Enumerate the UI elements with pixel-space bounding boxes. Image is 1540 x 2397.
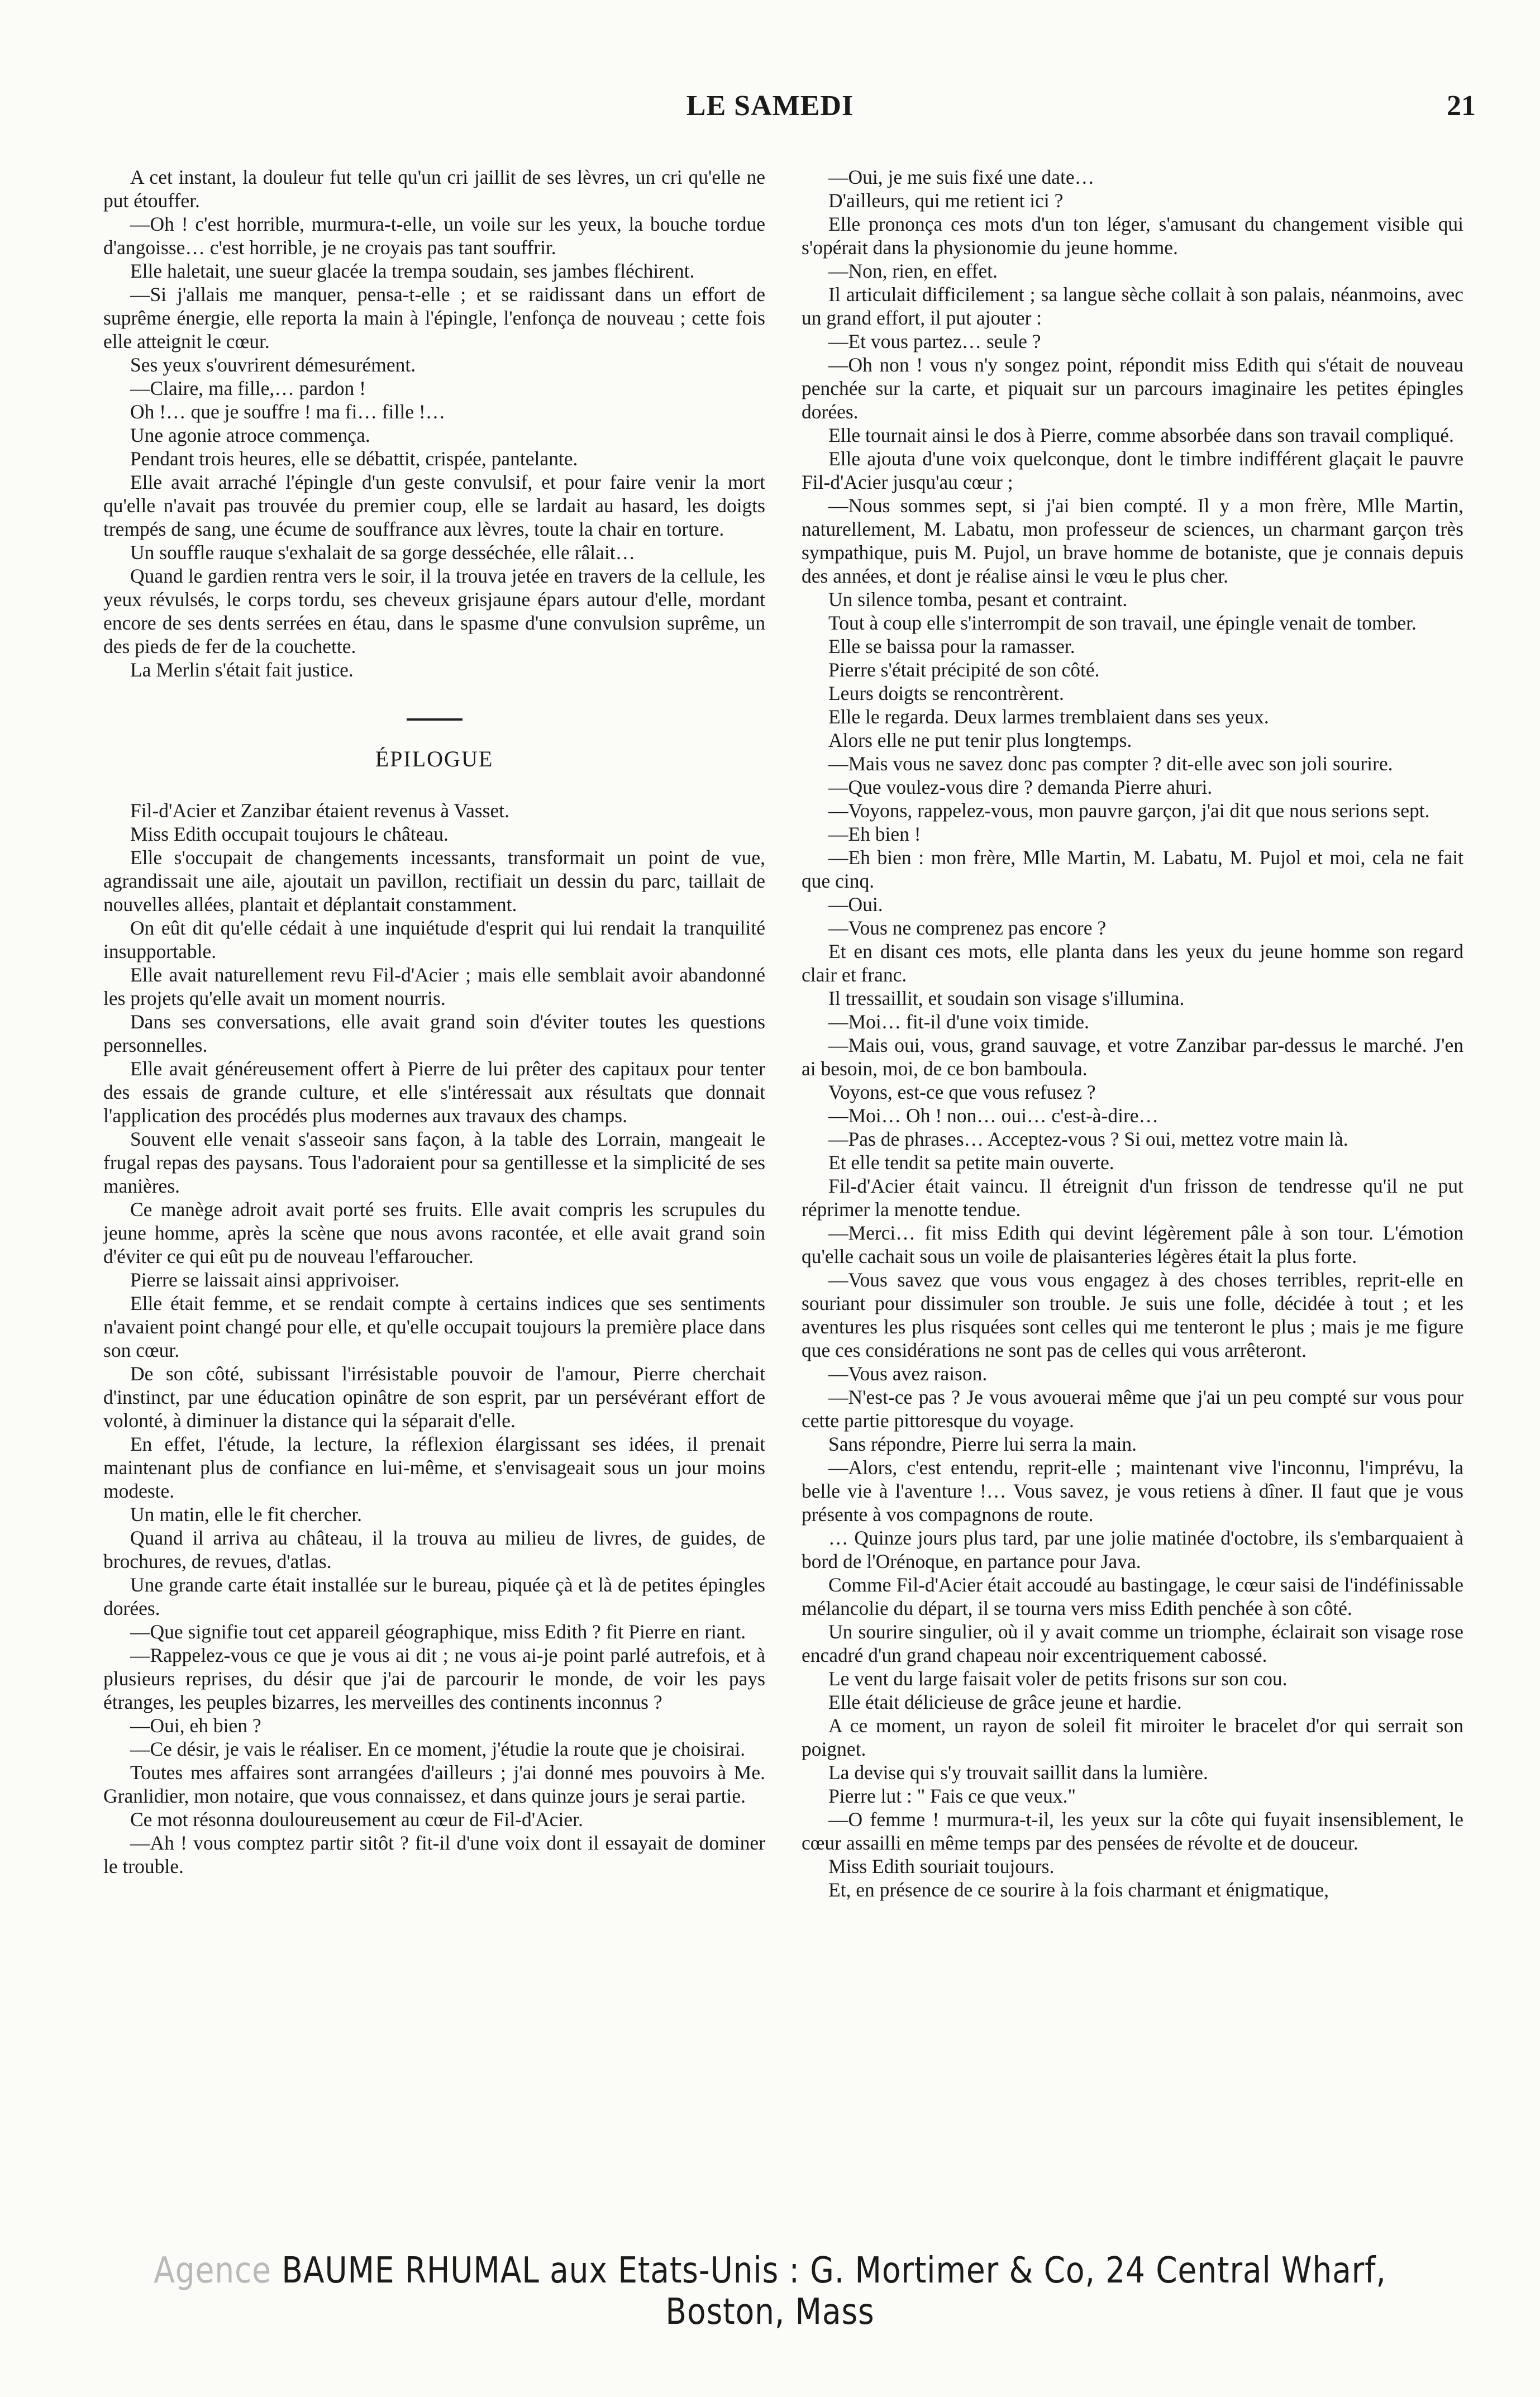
footer-faded-prefix: Agence <box>154 2250 271 2291</box>
paragraph: A ce moment, un rayon de soleil fit miroiter le bracelet d'or qui serrait son poignet. <box>802 1714 1463 1760</box>
paragraph: Et, en présence de ce sourire à la fois charmant et énigmatique, <box>828 1879 1329 1901</box>
paragraph: Pierre s'était précipité de son côté. <box>828 659 1100 681</box>
paragraph: —Claire, ma fille,… pardon ! <box>130 377 366 399</box>
paragraph: Elle était délicieuse de grâce jeune et hardie. <box>828 1691 1182 1713</box>
paragraph: Alors elle ne put tenir plus longtemps. <box>828 729 1132 751</box>
paragraph: Il articulait difficilement ; sa langue sèche collait à son palais, néanmoins, avec un grand effort, il put ajouter : <box>802 283 1463 329</box>
paragraph: Miss Edith occupait toujours le château. <box>130 823 449 845</box>
paragraph: —Merci… fit miss Edith qui devint légèrement pâle à son tour. L'émotion qu'elle cachait sous un voile de plaisanteries légères était la plus forte. <box>802 1222 1463 1267</box>
paragraph: Elle s'occupait de changements incessants, transformait un point de vue, agrandissait une aile, ajoutait un pavillon, rectifiait un dessin du parc, taillait de nouvelles allées, plantait et déplantait constamment. <box>103 846 765 916</box>
paragraph: —N'est-ce pas ? Je vous avouerai même que j'ai un peu compté sur vous pour cette partie pittoresque du voyage. <box>802 1386 1463 1432</box>
running-title: LE SAMEDI <box>686 90 854 122</box>
paragraph: Fil-d'Acier était vaincu. Il étreignit d'un frisson de tendresse qu'il ne put réprimer la menotte tendue. <box>802 1175 1463 1221</box>
paragraph: —Vous ne comprenez pas encore ? <box>828 917 1107 939</box>
epilogue-continued <box>802 165 1463 1902</box>
paragraph: Souvent elle venait s'asseoir sans façon, à la table des Lorrain, mangeait le frugal repas des paysans. Tous l'adoraient pour sa gentillesse et la simplicité de ses manières. <box>103 1128 765 1197</box>
paragraph: —Pas de phrases… Acceptez-vous ? Si oui, mettez votre main là. <box>828 1128 1348 1150</box>
paragraph: Et en disant ces mots, elle planta dans les yeux du jeune homme son regard clair et franc. <box>802 940 1463 986</box>
paragraph: Elle tournait ainsi le dos à Pierre, comme absorbée dans son travail compliqué. <box>828 424 1454 446</box>
paragraph: Un sourire singulier, où il y avait comme un triomphe, éclairait son visage rose encadré d'un grand chapeau noir excentriquement cabossé. <box>802 1621 1463 1666</box>
paragraph: La devise qui s'y trouvait saillit dans la lumière. <box>828 1761 1208 1784</box>
paragraph: Tout à coup elle s'interrompit de son travail, une épingle venait de tomber. <box>828 612 1417 634</box>
paragraph: Et elle tendit sa petite main ouverte. <box>828 1151 1114 1174</box>
epilogue-text <box>103 799 765 1878</box>
paragraph: Quand il arriva au château, il la trouva au milieu de livres, de guides, de brochures, de revues, d'atlas. <box>103 1527 765 1572</box>
paragraph: —Oui. <box>828 893 883 916</box>
paragraph: —Eh bien : mon frère, Mlle Martin, M. Labatu, M. Pujol et moi, cela ne fait que cinq. <box>802 846 1463 892</box>
paragraph: Leurs doigts se rencontrèrent. <box>828 682 1064 704</box>
paragraph: Pierre se laissait ainsi apprivoiser. <box>130 1269 400 1291</box>
paragraph: Toutes mes affaires sont arrangées d'ailleurs ; j'ai donné mes pouvoirs à Me. Granlidier, mon notaire, que vous connaissez, et dans quinze jours je serai partie. <box>103 1761 765 1807</box>
paragraph: —Vous avez raison. <box>828 1362 988 1385</box>
paragraph: Quand le gardien rentra vers le soir, il la trouva jetée en travers de la cellule, les yeux révulsés, le corps tordu, ses cheveux grisjaune épars autour d'elle, mordant encore de ses dents serrées en étau, dans le spasme d'une convulsion suprême, un des pieds de fer de la couchette. <box>103 565 765 657</box>
paragraph: Pierre lut : " Fais ce que veux." <box>828 1785 1076 1807</box>
paragraph: Il tressaillit, et soudain son visage s'illumina. <box>828 987 1185 1009</box>
paragraph: Pendant trois heures, elle se débattit, crispée, pantelante. <box>130 447 578 470</box>
paragraph: Miss Edith souriait toujours. <box>828 1855 1055 1877</box>
paragraph: Un silence tomba, pesant et contraint. <box>828 588 1128 611</box>
paragraph: Oh !… que je souffre ! ma fi… fille !… <box>130 401 446 423</box>
paragraph: Un souffle rauque s'exhalait de sa gorge desséchée, elle râlait… <box>130 541 636 564</box>
paragraph: Ce manège adroit avait porté ses fruits. Elle avait compris les scrupules du jeune homme, après la scène que nous avons racontée, et elle avait grand soin d'éviter ce qui eût pu de nouveau l'effaroucher. <box>103 1198 765 1267</box>
paragraph: —Oui, je me suis fixé une date… <box>828 166 1095 188</box>
paragraph: —Nous sommes sept, si j'ai bien compté. Il y a mon frère, Mlle Martin, naturellement, M. Labatu, mon professeur de sciences, un charmant garçon très sympathique, puis M. Pujol, un brave homme de botaniste, que je connais depuis des années, et dont je réalise ainsi le vœu le plus cher. <box>802 494 1463 587</box>
paragraph: Dans ses conversations, elle avait grand soin d'éviter toutes les questions personnelles. <box>103 1011 765 1056</box>
paragraph: Ce mot résonna douloureusement au cœur de Fil-d'Acier. <box>130 1808 583 1831</box>
paragraph: Fil-d'Acier et Zanzibar étaient revenus à Vasset. <box>130 799 509 822</box>
paragraph: Elle haletait, une sueur glacée la trempa soudain, ses jambes fléchirent. <box>130 260 695 282</box>
paragraph: —Eh bien ! <box>828 823 921 845</box>
paragraph: —Oh non ! vous n'y songez point, répondit miss Edith qui s'était de nouveau penchée sur la carte, et piquait sur un parcours imaginaire les petites épingles dorées. <box>802 354 1463 423</box>
paragraph: —Moi… fit-il d'une voix timide. <box>828 1011 1089 1033</box>
paragraph: La Merlin s'était fait justice. <box>130 659 354 681</box>
paragraph: —Si j'allais me manquer, pensa-t-elle ; et se raidissant dans un effort de suprême énergie, elle reporta la main à l'épingle, l'enfonça de nouveau ; cette fois elle atteignit le cœur. <box>103 283 765 352</box>
paragraph: En effet, l'étude, la lecture, la réflexion élargissant ses idées, il prenait maintenant plus de confiance en lui-même, et s'envisageait sous un jour moins modeste. <box>103 1433 765 1502</box>
paragraph: Elle avait naturellement revu Fil-d'Acier ; mais elle semblait avoir abandonné les projets qu'elle avait un moment nourris. <box>103 964 765 1009</box>
paragraph: Elle prononça ces mots d'un ton léger, s'amusant du changement visible qui s'opérait dans la physionomie du jeune homme. <box>802 213 1463 259</box>
page-number: 21 <box>1447 90 1476 122</box>
paragraph: Elle était femme, et se rendait compte à certains indices que ses sentiments n'avaient point changé pour elle, et qu'elle occupait toujours la première place dans son cœur. <box>103 1292 765 1361</box>
paragraph: Le vent du large faisait voler de petits frisons sur son cou. <box>828 1667 1288 1690</box>
paragraph: De son côté, subissant l'irrésistable pouvoir de l'amour, Pierre cherchait d'instinct, par une éducation opinâtre de son esprit, par un persévérant effort de volonté, à diminuer la distance qui la séparait d'elle. <box>103 1362 765 1432</box>
footer-ad-text: BAUME RHUMAL aux Etats-Unis : G. Mortimer & Co, 24 Central Wharf, Boston, Mass <box>282 2250 1386 2333</box>
paragraph: Une agonie atroce commença. <box>130 424 370 446</box>
paragraph: —Vous savez que vous vous engagez à des choses terribles, reprit-elle en souriant pour dissimuler son trouble. Je suis une folle, décidée à tout ; et les aventures les plus risquées sont celles qui me tenteront le plus ; mais je me figure que ces considérations ne sont pas de celles qui vous arrêteront. <box>802 1269 1463 1361</box>
paragraph: Comme Fil-d'Acier était accoudé au bastingage, le cœur saisi de l'indéfinissable mélancolie du départ, il se tourna vers miss Edith penchée à son côté. <box>802 1574 1463 1619</box>
paragraph: Une grande carte était installée sur le bureau, piquée çà et là de petites épingles dorées. <box>103 1574 765 1619</box>
footer-advertisement <box>108 2250 1432 2333</box>
paragraph: D'ailleurs, qui me retient ici ? <box>828 189 1064 212</box>
right-column <box>802 165 1463 1902</box>
paragraph: Ses yeux s'ouvrirent démesurément. <box>130 354 416 376</box>
paragraph: —Non, rien, en effet. <box>828 260 998 282</box>
story-conclusion <box>103 165 765 682</box>
paragraph: —Que signifie tout cet appareil géographique, miss Edith ? fit Pierre en riant. <box>130 1621 746 1643</box>
paragraph: On eût dit qu'elle cédait à une inquiétude d'esprit qui lui rendait la tranquilité insupportable. <box>103 917 765 962</box>
paragraph: —Voyons, rappelez-vous, mon pauvre garçon, j'ai dit que nous serions sept. <box>828 799 1430 822</box>
paragraph: —Oui, eh bien ? <box>130 1714 261 1737</box>
paragraph: —Mais vous ne savez donc pas compter ? dit-elle avec son joli sourire. <box>828 752 1393 775</box>
paragraph: A cet instant, la douleur fut telle qu'un cri jaillit de ses lèvres, un cri qu'elle ne put étouffer. <box>103 166 765 212</box>
paragraph: —Ce désir, je vais le réaliser. En ce moment, j'étudie la route que je choisirai. <box>130 1738 746 1760</box>
paragraph: Elle se baissa pour la ramasser. <box>828 635 1075 657</box>
left-column <box>103 165 765 1878</box>
paragraph: —Rappelez-vous ce que je vous ai dit ; ne vous ai-je point parlé autrefois, et à plusieurs reprises, du désir que j'ai de parcourir le monde, de voir les pays étranges, les peuples bizarres, les merveilles des continents inconnus ? <box>103 1644 765 1713</box>
paragraph: —Ah ! vous comptez partir sitôt ? fit-il d'une voix dont il essayait de dominer le trouble. <box>103 1832 765 1877</box>
paragraph: Sans répondre, Pierre lui serra la main. <box>828 1433 1137 1455</box>
paragraph: —Et vous partez… seule ? <box>828 330 1041 352</box>
paragraph: Elle ajouta d'une voix quelconque, dont le timbre indifférent glaçait le pauvre Fil-d'Acier jusqu'au cœur ; <box>802 447 1463 493</box>
paragraph: —Oh ! c'est horrible, murmura-t-elle, un voile sur les yeux, la bouche tordue d'angoisse… c'est horrible, je ne croyais pas tant souffrir. <box>103 213 765 259</box>
paragraph: —Mais oui, vous, grand sauvage, et votre Zanzibar par-dessus le marché. J'en ai besoin, moi, de ce bon bamboula. <box>802 1034 1463 1080</box>
paragraph: Voyons, est-ce que vous refusez ? <box>828 1081 1096 1103</box>
paragraph: … Quinze jours plus tard, par une jolie matinée d'octobre, ils s'embarquaient à bord de l'Orénoque, en partance pour Java. <box>802 1527 1463 1572</box>
paragraph: —O femme ! murmura-t-il, les yeux sur la côte qui fuyait insensiblement, le cœur assailli en même temps par des pensées de révolte et de douceur. <box>802 1808 1463 1854</box>
paragraph: Elle le regarda. Deux larmes tremblaient dans ses yeux. <box>828 706 1269 728</box>
section-separator <box>407 718 463 721</box>
section-heading-epilogue: ÉPILOGUE <box>375 746 494 771</box>
paragraph: Elle avait arraché l'épingle d'un geste convulsif, et pour faire venir la mort qu'elle n'avait pas trouvée du premier coup, elle se lardait au hasard, les doigts trempés de sang, une écume de souffrance aux lèvres, toute la chair en torture. <box>103 471 765 540</box>
paragraph: —Moi… Oh ! non… oui… c'est-à-dire… <box>828 1104 1159 1127</box>
paragraph: Elle avait généreusement offert à Pierre de lui prêter des capitaux pour tenter des essais de grande culture, et elle s'intéressait aux résultats que donnait l'application des procédés plus modernes aux travaux des champs. <box>103 1057 765 1127</box>
paragraph: Un matin, elle le fit chercher. <box>130 1503 362 1526</box>
paragraph: —Alors, c'est entendu, reprit-elle ; maintenant vive l'inconnu, l'imprévu, la belle vie à l'aventure !… Vous savez, je vous retiens à dîner. Il faut que je vous présente à vos compagnons de route. <box>802 1456 1463 1526</box>
paragraph: —Que voulez-vous dire ? demanda Pierre ahuri. <box>828 776 1213 798</box>
